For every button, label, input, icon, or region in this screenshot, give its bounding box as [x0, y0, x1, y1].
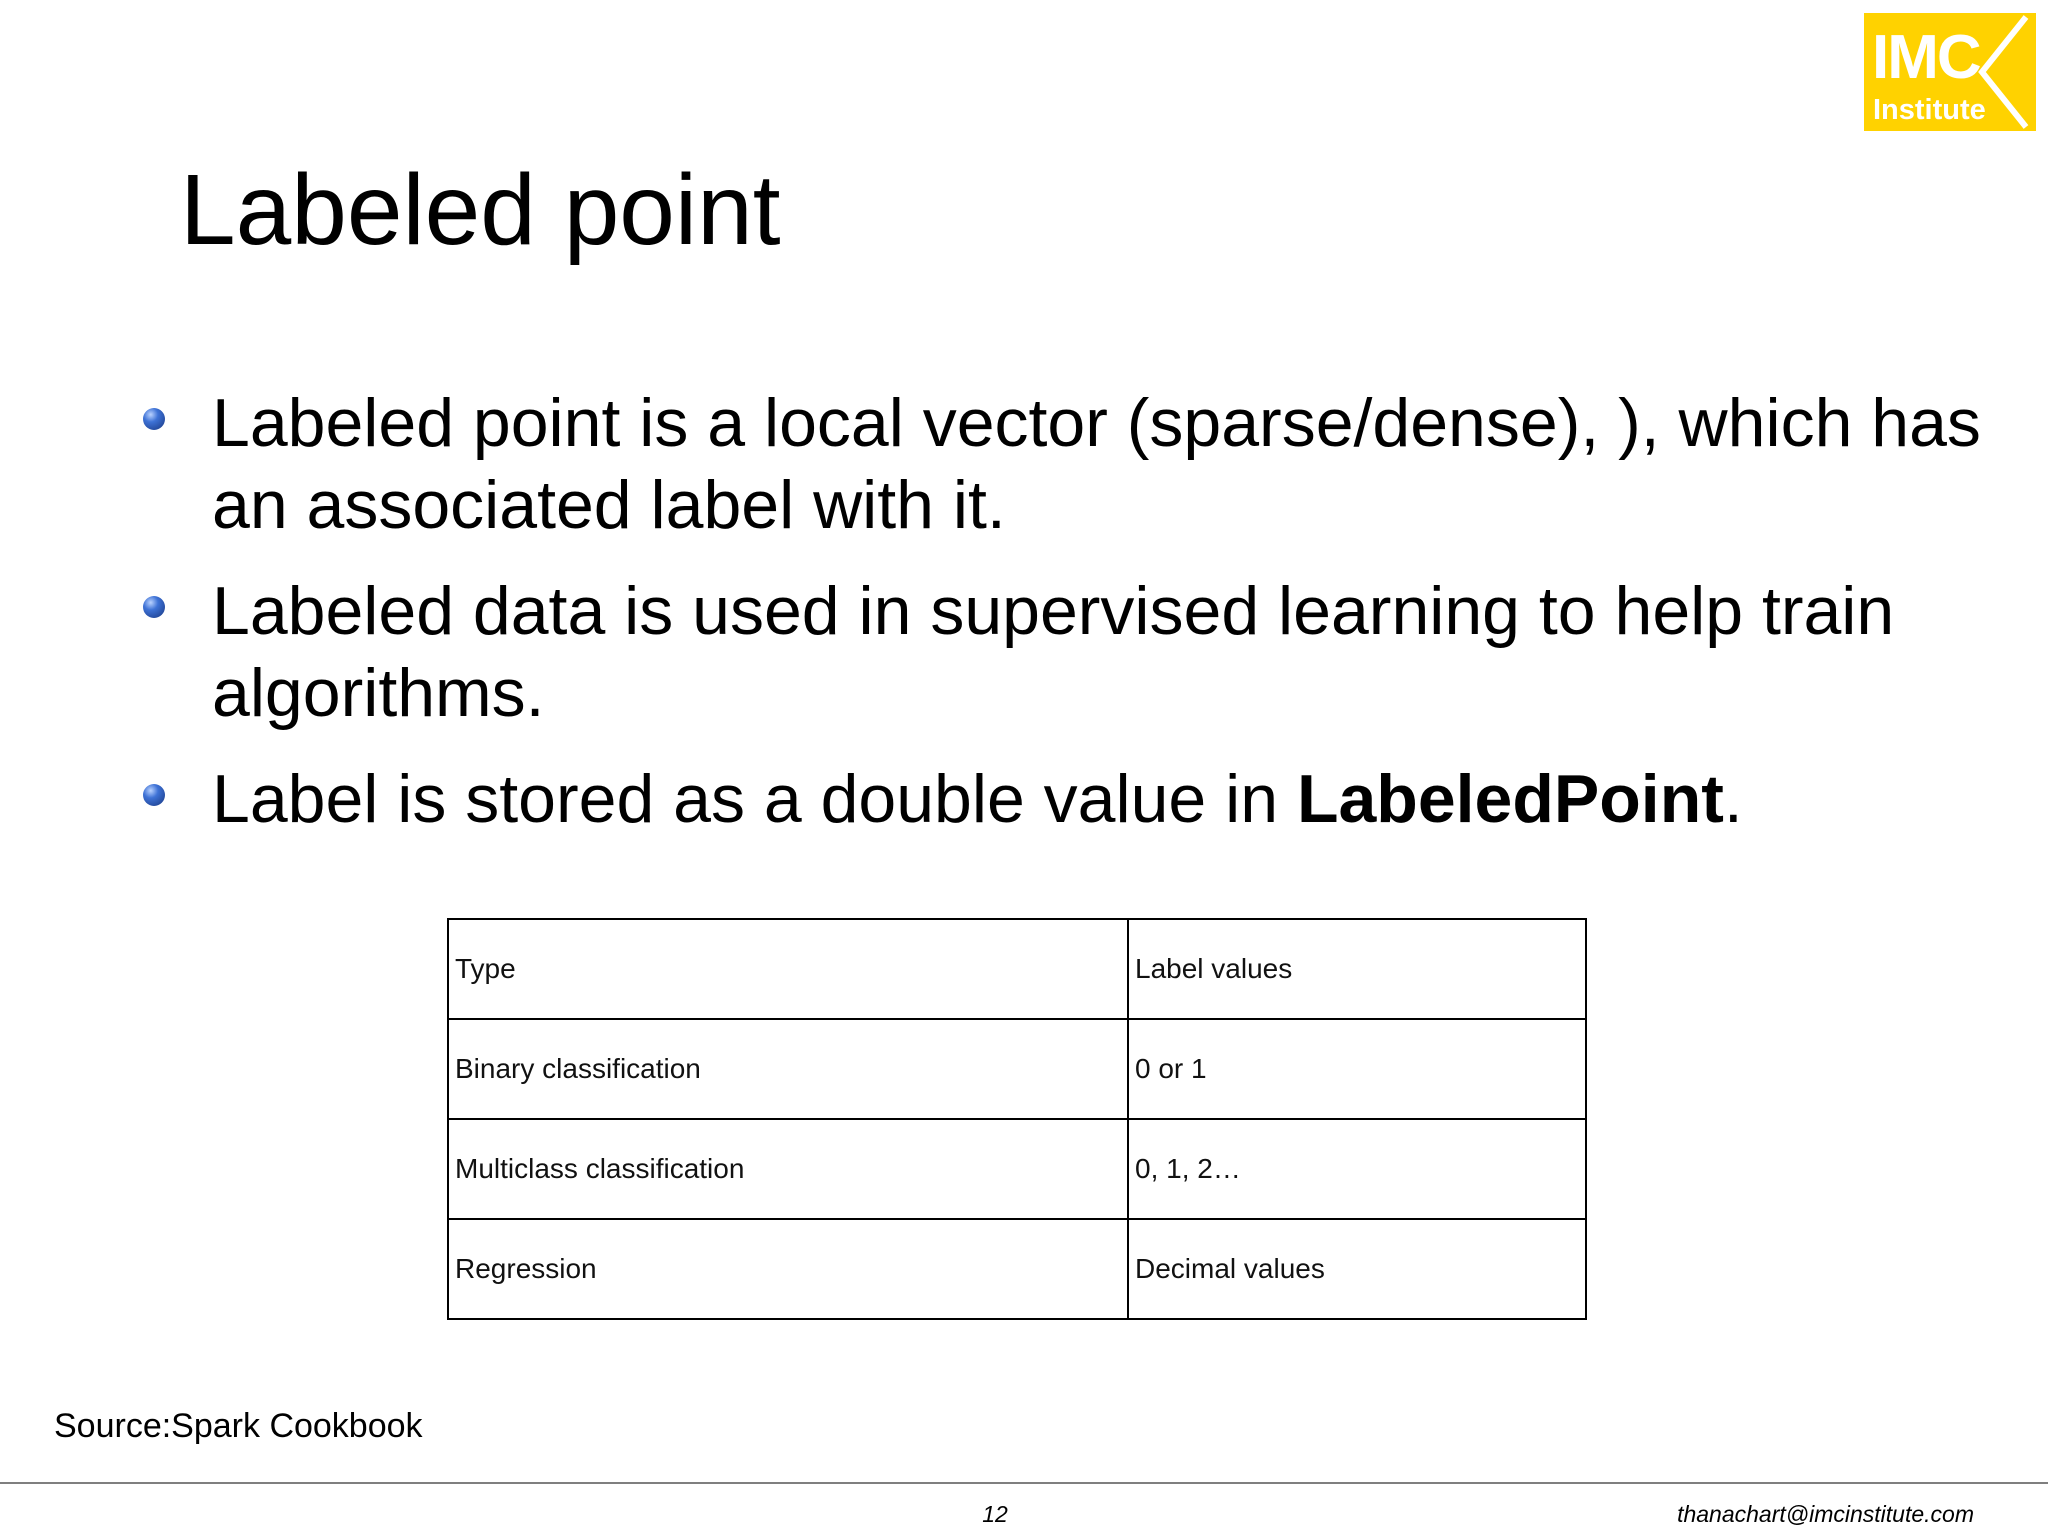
label-values-table — [447, 918, 1587, 1320]
table-row — [448, 1019, 1586, 1119]
page-number: 12 — [982, 1501, 1008, 1527]
bullet-icon — [143, 596, 165, 618]
table-cell-type: Regression — [448, 1219, 1128, 1319]
table-header-cell: Type — [448, 919, 1128, 1019]
logo-main-text: IMC — [1872, 23, 1980, 92]
slide-title: Labeled point — [180, 154, 781, 266]
footer-divider — [0, 1482, 2048, 1484]
bullet-item — [140, 570, 2020, 734]
table-cell-label-values: Decimal values — [1128, 1219, 1586, 1319]
bullet-icon — [143, 408, 165, 430]
table-cell-label-values: 0, 1, 2… — [1128, 1119, 1586, 1219]
bullet-text: Labeled data is used in supervised learning to help train algorithms. — [212, 573, 1895, 731]
imc-institute-logo — [1864, 13, 2036, 131]
table-cell-type: Multiclass classification — [448, 1119, 1128, 1219]
source-citation: Source:Spark Cookbook — [54, 1407, 423, 1445]
bullet-text-before: Label is stored as a double value in — [212, 761, 1297, 837]
footer-email: thanachart@imcinstitute.com — [1677, 1501, 1974, 1527]
bullet-list — [140, 382, 2020, 864]
table-cell-type: Binary classification — [448, 1019, 1128, 1119]
bullet-text: Labeled point is a local vector (sparse/dense), ), which has an associated label with it. — [212, 385, 1981, 543]
logo-chevron-icon — [1864, 13, 2036, 131]
table-header-cell: Label values — [1128, 919, 1586, 1019]
label-values-table-container — [447, 918, 1587, 1320]
table-header-row — [448, 919, 1586, 1019]
bullet-icon — [143, 784, 165, 806]
bullet-item — [140, 382, 2020, 546]
logo-sub-text: Institute — [1873, 94, 1986, 126]
bullet-item — [140, 758, 2020, 840]
bullet-text-after: . — [1723, 761, 1743, 837]
table-row — [448, 1219, 1586, 1319]
bullet-bold-term: LabeledPoint — [1296, 761, 1724, 837]
table-cell-label-values: 0 or 1 — [1128, 1019, 1586, 1119]
table-row — [448, 1119, 1586, 1219]
